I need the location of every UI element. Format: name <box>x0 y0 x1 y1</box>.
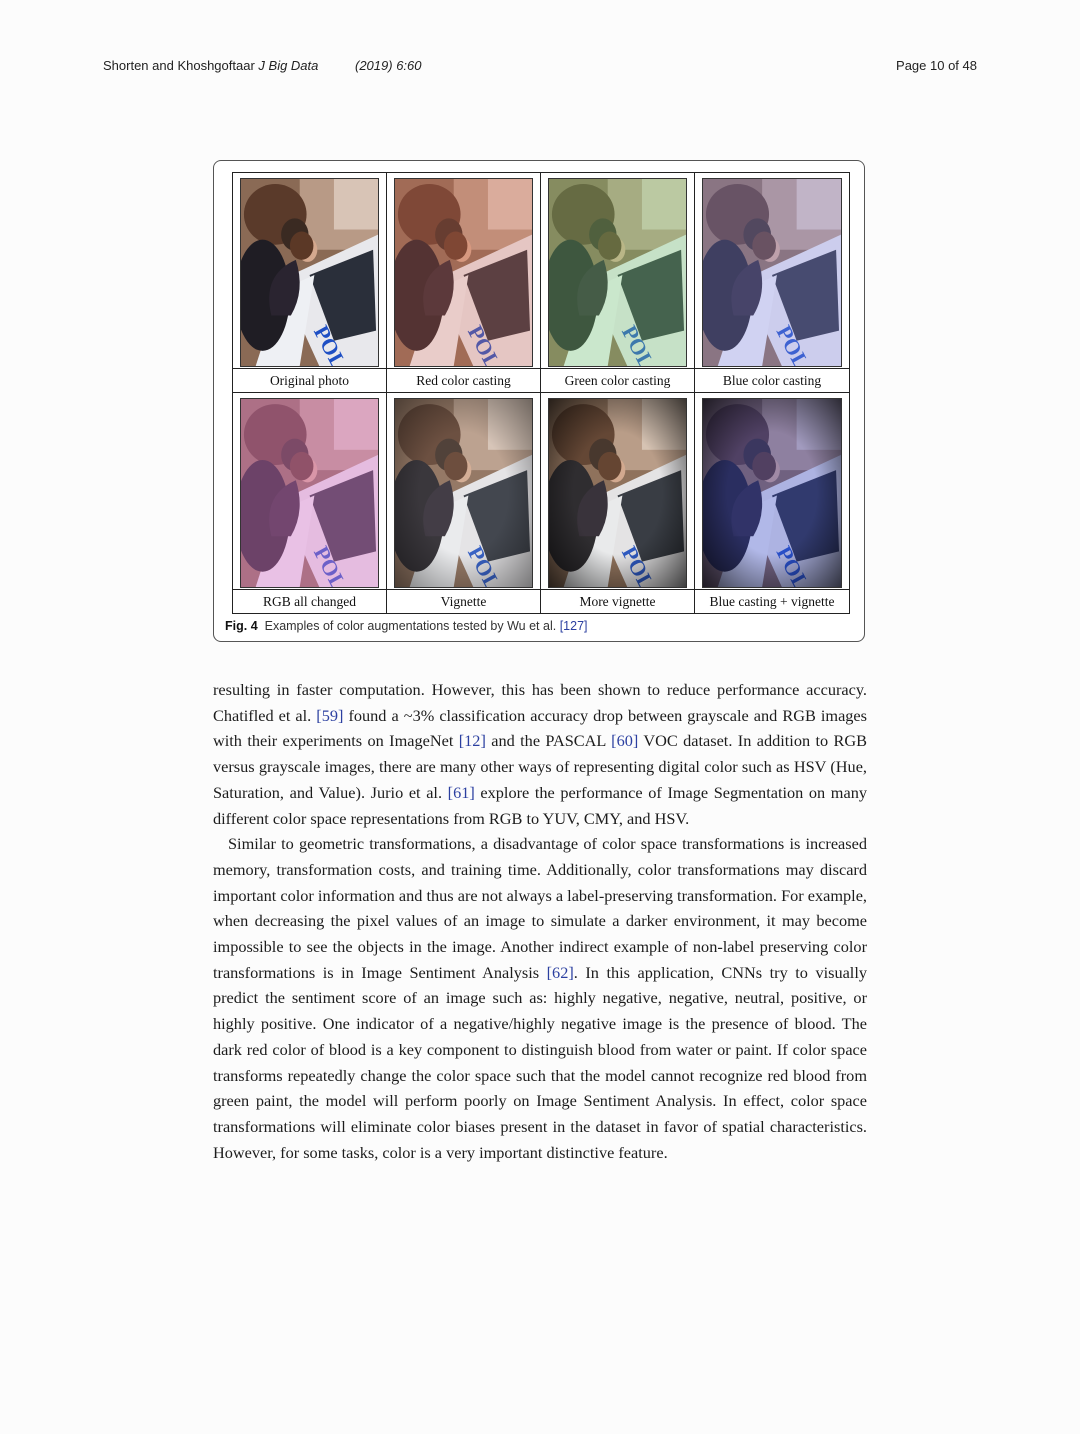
citation-link[interactable]: [61] <box>447 782 475 802</box>
body-text <box>213 677 867 1165</box>
figure-panel-grid <box>232 172 850 614</box>
citation-link[interactable]: [59] <box>316 705 344 725</box>
figure-panel <box>541 393 695 613</box>
figure-panel <box>541 173 695 393</box>
figure-panel <box>695 393 849 613</box>
panel-photo <box>240 398 379 588</box>
panel-photo <box>548 398 687 588</box>
citation-link[interactable]: [60] <box>611 731 639 751</box>
panel-photo <box>240 178 379 367</box>
figure-caption-ref[interactable]: [127] <box>559 619 588 633</box>
panel-photo <box>394 398 533 588</box>
figure-panel <box>233 173 387 393</box>
citation-link[interactable]: [62] <box>546 962 574 982</box>
panel-label: Blue casting + vignette <box>695 589 849 613</box>
panel-photo <box>702 398 842 588</box>
header-journal: J Big Data <box>258 58 319 73</box>
figure-panel <box>233 393 387 613</box>
header-authors: Shorten and Khoshgoftaar J Big Data <box>103 58 319 73</box>
panel-photo <box>548 178 687 367</box>
figure-4 <box>213 160 865 642</box>
figure-panel <box>387 173 541 393</box>
panel-label: Red color casting <box>387 368 540 392</box>
figure-panel <box>387 393 541 613</box>
paragraph-2: Similar to geometric transformations, a disadvantage of color space transformations is increased memory, transformation costs, and training time. Additionally, color transformations may discard important color information and thus are not always a label-preserving transformation. For example, when decreasing the pixel values of an image to simulate a darker environment, it may become impossible to see the objects in the image. Another indirect example of non-label preserving color transformations is in Image Sentiment Analysis [62]. In this application, CNNs try to visually predict the sentiment score of an image such as: highly negative, negative, neutral, positive, or highly positive. One indicator of a negative/highly negative image is the presence of blood. The dark red color of blood is a key component to distinguish blood from water or paint. If color space transforms repeatedly change the color space such that the model cannot recognize red blood from green paint, the model will perform poorly on Image Sentiment Analysis. In effect, color space transformations will eliminate color biases present in the dataset in favor of spatial characteristics. However, for some tasks, color is a very important distinctive feature. <box>213 834 867 1162</box>
header-page-number: Page 10 of 48 <box>896 58 977 73</box>
panel-label: Vignette <box>387 589 540 613</box>
panel-photo <box>394 178 533 367</box>
header-citation: (2019) 6:60 <box>355 58 422 73</box>
panel-label: More vignette <box>541 589 694 613</box>
paragraph-1: resulting in faster computation. However, this has been shown to reduce performance accuracy. Chatifled et al. [59] found a ~3% classification accuracy drop between grayscale and RGB images with their experiments on ImageNet [12] and the PASCAL [60] VOC dataset. In addition to RGB versus grayscale images, there are many other ways of representing digital color such as HSV (Hue, Saturation, and Value). Jurio et al. [61] explore the performance of Image Segmentation on many different color space representations from RGB to YUV, CMY, and HSV. <box>213 680 868 828</box>
figure-panel <box>695 173 849 393</box>
figure-caption-label: Fig. 4 <box>225 619 258 633</box>
panel-label: Green color casting <box>541 368 694 392</box>
panel-photo <box>702 178 842 367</box>
panel-label: Blue color casting <box>695 368 849 392</box>
panel-label: RGB all changed <box>233 589 386 613</box>
panel-label: Original photo <box>233 368 386 392</box>
figure-caption <box>225 619 588 633</box>
citation-link[interactable]: [12] <box>458 731 486 751</box>
figure-caption-text: Examples of color augmentations tested by Wu et al. <box>264 619 557 633</box>
